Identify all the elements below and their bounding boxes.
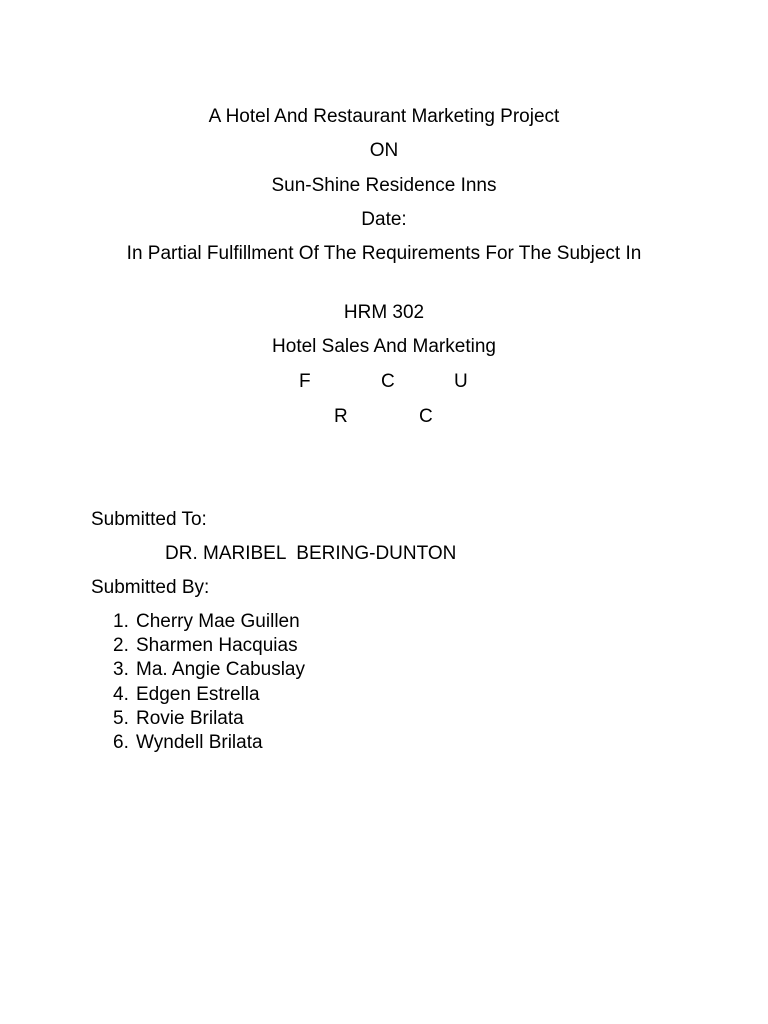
on-label: ON (369, 140, 399, 161)
submitted-to-label: Submitted To: (91, 509, 207, 530)
list-number: 1. (113, 611, 129, 632)
member-name: Cherry Mae Guillen (136, 611, 300, 632)
list-number: 3. (113, 659, 129, 681)
list-item (113, 610, 305, 634)
list-item (113, 634, 305, 658)
list-number: 5. (113, 707, 129, 729)
member-name: Wyndell Brilata (136, 732, 263, 754)
list-number: 2. (113, 635, 129, 657)
list-item (113, 683, 305, 707)
list-item (113, 707, 305, 731)
member-name: Rovie Brilata (136, 707, 244, 729)
list-item (113, 658, 305, 682)
member-name: Edgen Estrella (136, 683, 260, 705)
institution-letter: C (381, 371, 395, 392)
course-code: HRM 302 (343, 302, 425, 323)
institution-letter: R (334, 406, 348, 427)
recipient-name: DR. MARIBEL BERING-DUNTON (165, 543, 457, 564)
submitted-by-label: Submitted By: (91, 577, 210, 598)
list-item (113, 731, 305, 755)
list-number: 6. (113, 732, 129, 754)
fulfillment-statement: In Partial Fulfillment Of The Requirements For The Subject In (126, 243, 642, 264)
course-name: Hotel Sales And Marketing (272, 336, 496, 357)
institution-line-1 (0, 370, 768, 394)
institution-letter: F (299, 371, 311, 392)
institution-line-2 (0, 405, 768, 429)
member-name: Ma. Angie Cabuslay (136, 659, 305, 681)
institution-letter: C (419, 406, 433, 427)
member-list (113, 610, 305, 755)
list-number: 4. (113, 683, 129, 705)
date-label: Date: (361, 209, 407, 230)
member-name: Sharmen Hacquias (136, 635, 298, 657)
establishment-name: Sun-Shine Residence Inns (271, 175, 497, 196)
project-title: A Hotel And Restaurant Marketing Project (208, 106, 560, 127)
institution-letter: U (454, 371, 468, 392)
